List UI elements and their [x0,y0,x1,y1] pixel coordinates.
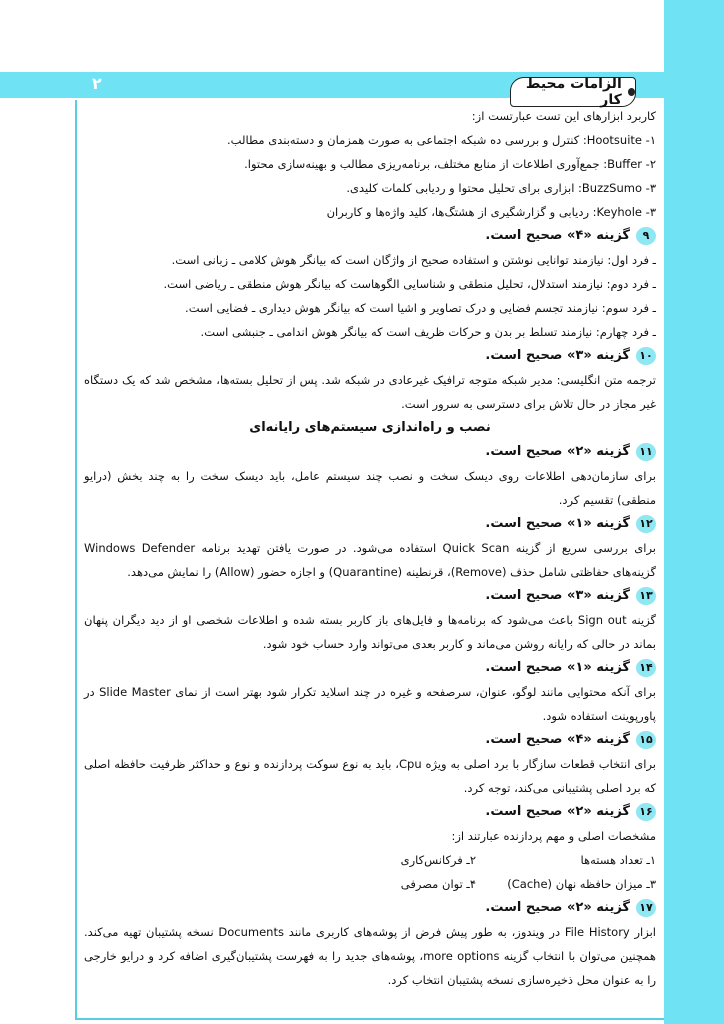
explanation-line: ـ فرد سوم: نیازمند تجسم فضایی و درک تصاویر و اشیا است که بیانگر هوش دیداری ـ فضایی است. [185,301,656,315]
side-color-strip [664,0,724,1024]
answer-heading [84,512,656,536]
tool-item: ۱- Hootsuite: کنترل و بررسی ده شبکه اجتماعی به صورت همزمان و دسته‌بندی مطالب. [227,133,656,147]
answer-heading [84,728,656,752]
explanation-paragraph: گزینه Sign out باعث می‌شود که برنامه‌ها و فایل‌های باز کاربر بسته شده و اطلاعات شخصی او از دید دیگران پنهان بماند در حالی که رایانه روشن می‌ماند و کاربر بعدی می‌تواند وارد حساب خود شود. [84,613,657,651]
answer-title: گزینه «۴» صحیح است. [485,732,630,747]
explanation-paragraph: ترجمه متن انگلیسی: مدیر شبکه متوجه ترافیک غیرعادی در شبکه شد. پس از تحلیل بسته‌ها، مشخص شد که یک دستگاه غیر مجاز در حال تلاش برای دسترسی به سرور است. [84,373,656,411]
answer-title: گزینه «۳» صحیح است. [485,588,630,603]
page-number: ۲ [92,74,102,93]
spec-item: ۲ـ فرکانس‌کاری [400,853,476,867]
explanation-paragraph: برای انتخاب قطعات سازگار با برد اصلی به ویژه Cpu، باید به نوع سوکت پردازنده و نوع و حداکثر ظرفیت حافظه اصلی که برد اصلی پشتیبانی می‌کند، توجه کرد. [84,757,656,795]
answer-title: گزینه «۱» صحیح است. [485,516,630,531]
question-number-badge: ۱۱ [636,443,656,461]
spec-row [84,872,656,896]
spec-item: ۴ـ توان مصرفی [400,877,476,891]
tool-item: ۳- Keyhole: ردیابی و گزارشگیری از هشتگ‌ها، کلید واژه‌ها و کاربران [326,205,656,219]
explanation-paragraph: برای بررسی سریع از گزینه Quick Scan استفاده می‌شود. در صورت یافتن تهدید برنامه Windows Defender گزینه‌های حفاظتی شامل حذف (Remove)، قرنطینه (Quarantine) و اجازه حضور (Allow) را نمایش می‌دهد. [84,541,656,579]
answer-heading [84,440,656,464]
question-number-badge: ۱۵ [636,731,656,749]
question-number-badge: ۱۷ [636,899,656,917]
answer-heading [84,896,656,920]
question-number-badge: ۱۲ [636,515,656,533]
explanation-line: ـ فرد چهارم: نیازمند تسلط بر بدن و حرکات ظریف است که بیانگر هوش اندامی ـ جنبشی است. [200,325,656,339]
explanation-paragraph: ابزار File History در ویندوز، به طور پیش فرض از پوشه‌های کاربری مانند Documents نسخه پشتیبان تهیه می‌کند. همچنین می‌توان با انتخاب گزینه more options، پوشه‌های جدید را به فهرست پشتیبان‌گیری اضافه کرد و درایو خارجی را به عنوان محل ذخیره‌سازی نسخه پشتیبان انتخاب کرد. [84,925,656,987]
answer-heading [84,224,656,248]
tool-item: ۳- BuzzSumo: ابزاری برای تحلیل محتوا و ردیابی کلمات کلیدی. [346,181,656,195]
answer-title: گزینه «۴» صحیح است. [485,228,630,243]
question-number-badge: ۱۶ [636,803,656,821]
answer-heading [84,800,656,824]
spec-row [84,848,656,872]
section-title: نصب و راه‌اندازی سیستم‌های رایانه‌ای [249,420,491,435]
bullet-dot-icon [628,88,635,96]
intro-text: کاربرد ابزارهای این تست عبارتست از: [471,109,656,123]
left-margin-rule [75,100,77,1020]
answer-title: گزینه «۲» صحیح است. [485,804,630,819]
question-number-badge: ۱۰ [636,347,656,365]
explanation-paragraph: برای آنکه محتوایی مانند لوگو، عنوان، سرصفحه و غیره در چند اسلاید تکرار شود بهتر است از نمای Slide Master در پاورپوینت استفاده شود. [84,685,656,723]
section-header-box [510,77,636,107]
answer-heading [84,656,656,680]
explanation-line: ـ فرد اول: نیازمند توانایی نوشتن و استفاده صحیح از واژگان است که بیانگر هوش کلامی ـ زبانی است. [171,253,656,267]
bottom-rule [75,1018,664,1020]
spec-item: ۳ـ میزان حافظه نهان (Cache) [507,877,656,891]
answer-title: گزینه «۱» صحیح است. [485,660,630,675]
spec-item: ۱ـ تعداد هسته‌ها [580,853,656,867]
header-title: الزامات محیط کار [525,76,622,108]
answer-title: گزینه «۳» صحیح است. [485,348,630,363]
explanation-paragraph: برای سازمان‌دهی اطلاعات روی دیسک سخت و نصب چند سیستم عامل، باید دیسک سخت را به چند بخش (درایو منطقی) تقسیم کرد. [84,469,656,507]
page-content [84,104,656,992]
tool-item: ۲- Buffer: جمع‌آوری اطلاعات از منابع مختلف، برنامه‌ریزی مطالب و بهینه‌سازی محتوا. [244,157,656,171]
answer-heading [84,344,656,368]
explanation-line: مشخصات اصلی و مهم پردازنده عبارتند از: [451,829,656,843]
answer-title: گزینه «۲» صحیح است. [485,444,630,459]
question-number-badge: ۱۳ [636,587,656,605]
question-number-badge: ۱۴ [636,659,656,677]
question-number-badge: ۹ [636,227,656,245]
answer-title: گزینه «۲» صحیح است. [485,900,630,915]
explanation-line: ـ فرد دوم: نیازمند استدلال، تحلیل منطقی و شناسایی الگوهاست که بیانگر هوش منطقی ـ ریاضی است. [163,277,656,291]
answer-heading [84,584,656,608]
